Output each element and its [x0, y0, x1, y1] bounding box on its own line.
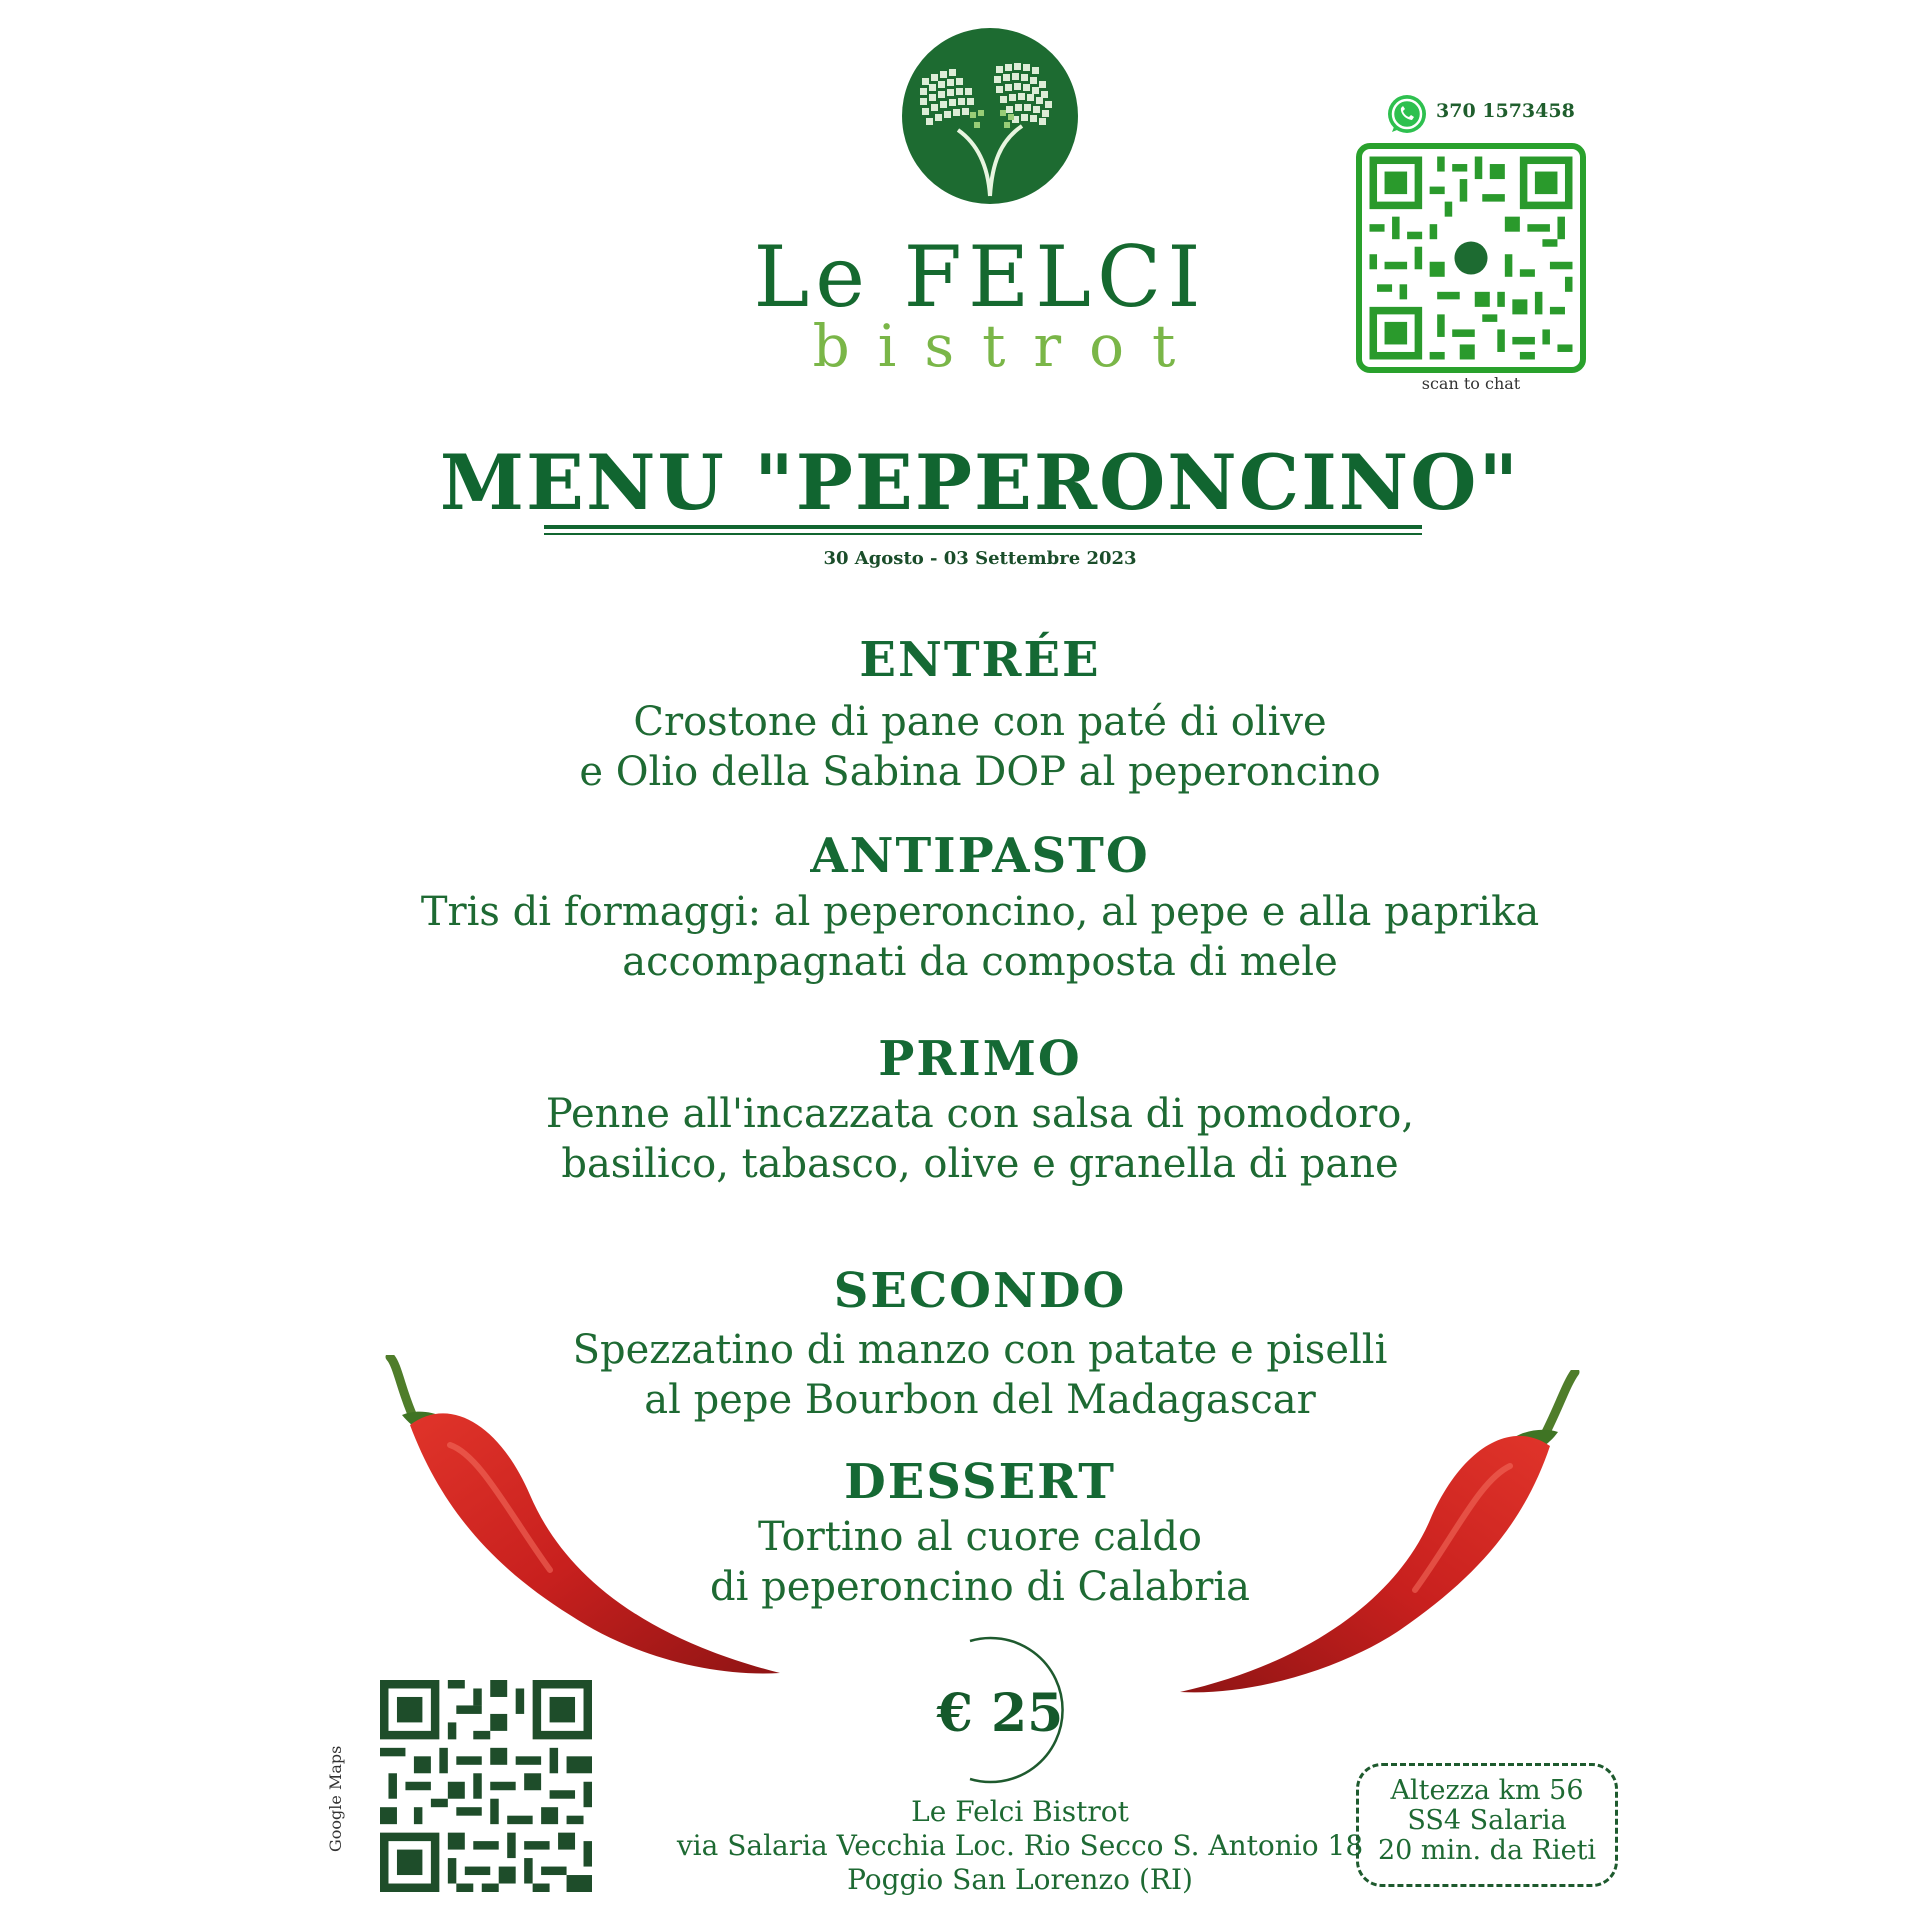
- google-maps-label: Google Maps: [326, 1745, 345, 1852]
- brand-name: Le FELCI: [753, 228, 1207, 326]
- section-line: Crostone di pane con paté di olive: [633, 699, 1327, 745]
- address-line: Poggio San Lorenzo (RI): [847, 1863, 1193, 1896]
- title-underline-thin: [544, 533, 1422, 535]
- section-line: e Olio della Sabina DOP al peperoncino: [579, 749, 1381, 795]
- section-line: accompagnati da composta di mele: [622, 939, 1338, 985]
- address-line: via Salaria Vecchia Loc. Rio Secco S. Antonio 18: [676, 1829, 1364, 1862]
- section-heading-entree: ENTRÉE: [859, 632, 1101, 688]
- section-line: Tortino al cuore caldo: [757, 1514, 1203, 1560]
- section-line: Spezzatino di manzo con patate e piselli: [572, 1327, 1388, 1373]
- chili-pepper-icon: [380, 1355, 800, 1715]
- section-heading-dessert: DESSERT: [844, 1454, 1116, 1510]
- section-heading-antipasto: ANTIPASTO: [810, 828, 1150, 884]
- section-line: di peperoncino di Calabria: [710, 1564, 1250, 1610]
- section-line: al pepe Bourbon del Madagascar: [644, 1377, 1316, 1423]
- title-underline: [544, 525, 1422, 529]
- menu-dates: 30 Agosto - 03 Settembre 2023: [823, 548, 1137, 569]
- section-line: Tris di formaggi: al peperoncino, al pepe e alla paprika: [420, 889, 1540, 935]
- distance-line: SS4 Salaria: [1407, 1805, 1567, 1836]
- brand-subtitle: bistrot: [812, 312, 1204, 380]
- price: € 25: [936, 1683, 1064, 1744]
- whatsapp-icon[interactable]: [1384, 92, 1430, 138]
- address-line: Le Felci Bistrot: [911, 1795, 1129, 1828]
- distance-line: Altezza km 56: [1390, 1775, 1584, 1806]
- phone-number: 370 1573458: [1436, 100, 1575, 122]
- qr-code-pattern: [1362, 149, 1580, 367]
- section-line: Penne all'incazzata con salsa di pomodoro,: [545, 1091, 1415, 1137]
- chili-pepper-icon: [1170, 1370, 1590, 1720]
- section-heading-secondo: SECONDO: [833, 1263, 1127, 1319]
- menu-title: MENU "PEPERONCINO": [439, 438, 1521, 527]
- maps-qr-code[interactable]: [380, 1680, 592, 1892]
- section-heading-primo: PRIMO: [878, 1031, 1082, 1087]
- distance-line: 20 min. da Rieti: [1377, 1835, 1597, 1866]
- fern-logo-icon: [900, 26, 1080, 206]
- chat-qr-code[interactable]: [1356, 143, 1586, 373]
- qr-caption: scan to chat: [1421, 374, 1521, 393]
- section-line: basilico, tabasco, olive e granella di pane: [561, 1141, 1399, 1187]
